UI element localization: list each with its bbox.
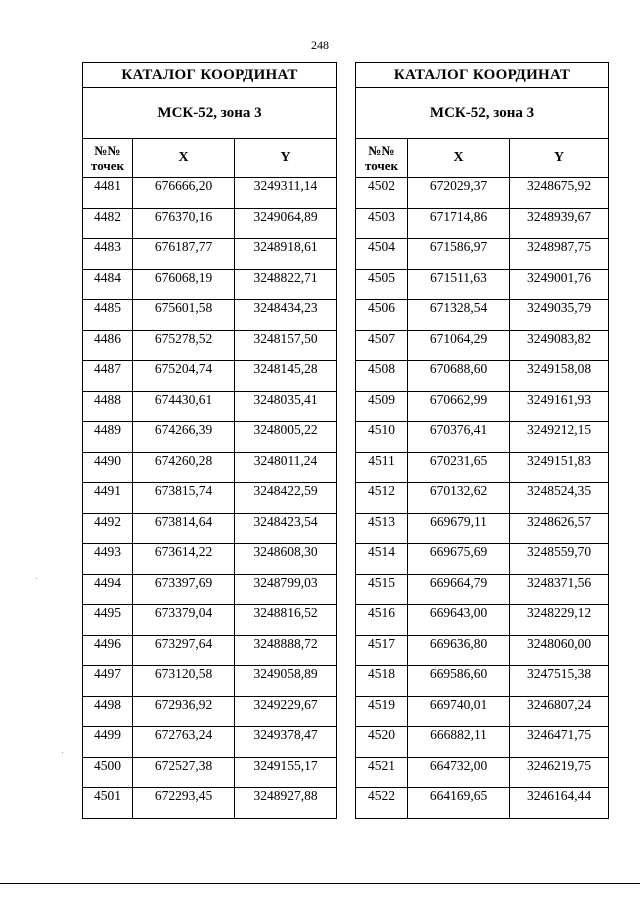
point-number-cell: 4489 (83, 422, 133, 453)
y-coordinate-cell: 3248918,61 (235, 239, 337, 270)
coordinate-catalog-left (82, 62, 337, 819)
point-number-cell: 4496 (83, 635, 133, 666)
table-row (356, 391, 609, 422)
y-coordinate-cell: 3248608,30 (235, 544, 337, 575)
y-coordinate-cell: 3249158,08 (510, 361, 609, 392)
x-coordinate-cell: 671064,29 (408, 330, 510, 361)
point-number-cell: 4501 (83, 788, 133, 819)
table-row (83, 544, 337, 575)
point-number-cell: 4498 (83, 696, 133, 727)
point-number-cell: 4484 (83, 269, 133, 300)
x-coordinate-cell: 673614,22 (133, 544, 235, 575)
y-coordinate-cell: 3248035,41 (235, 391, 337, 422)
point-number-cell: 4490 (83, 452, 133, 483)
y-coordinate-cell: 3249083,82 (510, 330, 609, 361)
point-number-cell: 4511 (356, 452, 408, 483)
num-header-line1: №№ (368, 143, 395, 158)
y-coordinate-cell: 3249311,14 (235, 178, 337, 209)
x-coordinate-cell: 675204,74 (133, 361, 235, 392)
table-row (83, 696, 337, 727)
table-row (83, 513, 337, 544)
x-coordinate-cell: 676068,19 (133, 269, 235, 300)
table-row (356, 544, 609, 575)
y-coordinate-cell: 3248987,75 (510, 239, 609, 270)
table-row (356, 513, 609, 544)
point-number-cell: 4483 (83, 239, 133, 270)
x-coordinate-cell: 669664,79 (408, 574, 510, 605)
table-row (356, 361, 609, 392)
point-number-cell: 4507 (356, 330, 408, 361)
x-coordinate-cell: 672527,38 (133, 757, 235, 788)
point-number-cell: 4514 (356, 544, 408, 575)
point-number-cell: 4515 (356, 574, 408, 605)
y-coordinate-cell: 3249161,93 (510, 391, 609, 422)
point-number-cell: 4486 (83, 330, 133, 361)
y-coordinate-cell: 3248371,56 (510, 574, 609, 605)
point-number-cell: 4513 (356, 513, 408, 544)
point-number-cell: 4520 (356, 727, 408, 758)
table-row (83, 300, 337, 331)
y-coordinate-cell: 3248939,67 (510, 208, 609, 239)
table-row (356, 727, 609, 758)
y-coordinate-cell: 3249151,83 (510, 452, 609, 483)
x-coordinate-cell: 669679,11 (408, 513, 510, 544)
table-row (356, 666, 609, 697)
num-header-line2: точек (365, 158, 398, 173)
point-number-cell: 4502 (356, 178, 408, 209)
y-coordinate-cell: 3246471,75 (510, 727, 609, 758)
y-coordinate-cell: 3249212,15 (510, 422, 609, 453)
x-coordinate-cell: 666882,11 (408, 727, 510, 758)
point-number-cell: 4522 (356, 788, 408, 819)
table-row (356, 757, 609, 788)
y-coordinate-cell: 3248434,23 (235, 300, 337, 331)
y-coordinate-cell: 3248675,92 (510, 178, 609, 209)
column-header-y: Y (510, 139, 609, 178)
table-row (83, 574, 337, 605)
x-coordinate-cell: 676187,77 (133, 239, 235, 270)
catalog-title: КАТАЛОГ КООРДИНАТ (83, 63, 337, 88)
y-coordinate-cell: 3249035,79 (510, 300, 609, 331)
table-row (83, 635, 337, 666)
y-coordinate-cell: 3246219,75 (510, 757, 609, 788)
x-coordinate-cell: 673120,58 (133, 666, 235, 697)
x-coordinate-cell: 675601,58 (133, 300, 235, 331)
y-coordinate-cell: 3249229,67 (235, 696, 337, 727)
point-number-cell: 4488 (83, 391, 133, 422)
y-coordinate-cell: 3249064,89 (235, 208, 337, 239)
table-row (83, 422, 337, 453)
x-coordinate-cell: 672763,24 (133, 727, 235, 758)
x-coordinate-cell: 676666,20 (133, 178, 235, 209)
x-coordinate-cell: 664169,65 (408, 788, 510, 819)
table-row (356, 483, 609, 514)
x-coordinate-cell: 672029,37 (408, 178, 510, 209)
point-number-cell: 4485 (83, 300, 133, 331)
table-row (356, 635, 609, 666)
table-row (83, 391, 337, 422)
point-number-cell: 4506 (356, 300, 408, 331)
point-number-cell: 4521 (356, 757, 408, 788)
point-number-cell: 4500 (83, 757, 133, 788)
y-coordinate-cell: 3248816,52 (235, 605, 337, 636)
x-coordinate-cell: 669675,69 (408, 544, 510, 575)
y-coordinate-cell: 3249001,76 (510, 269, 609, 300)
x-coordinate-cell: 672293,45 (133, 788, 235, 819)
table-row (356, 788, 609, 819)
catalog-subtitle: МСК-52, зона 3 (83, 88, 337, 139)
x-coordinate-cell: 673397,69 (133, 574, 235, 605)
y-coordinate-cell: 3248060,00 (510, 635, 609, 666)
table-row (356, 239, 609, 270)
x-coordinate-cell: 671586,97 (408, 239, 510, 270)
y-coordinate-cell: 3248888,72 (235, 635, 337, 666)
footer-rule (0, 883, 640, 884)
y-coordinate-cell: 3248423,54 (235, 513, 337, 544)
y-coordinate-cell: 3249058,89 (235, 666, 337, 697)
x-coordinate-cell: 671511,63 (408, 269, 510, 300)
x-coordinate-cell: 669586,60 (408, 666, 510, 697)
table-row (356, 452, 609, 483)
y-coordinate-cell: 3247515,38 (510, 666, 609, 697)
coordinate-catalog-right (355, 62, 609, 819)
table-row (83, 269, 337, 300)
x-coordinate-cell: 670662,99 (408, 391, 510, 422)
column-header-x: X (408, 139, 510, 178)
point-number-cell: 4482 (83, 208, 133, 239)
x-coordinate-cell: 670688,60 (408, 361, 510, 392)
table-row (83, 452, 337, 483)
x-coordinate-cell: 674266,39 (133, 422, 235, 453)
y-coordinate-cell: 3249155,17 (235, 757, 337, 788)
x-coordinate-cell: 674260,28 (133, 452, 235, 483)
x-coordinate-cell: 673297,64 (133, 635, 235, 666)
x-coordinate-cell: 676370,16 (133, 208, 235, 239)
point-number-cell: 4512 (356, 483, 408, 514)
y-coordinate-cell: 3248927,88 (235, 788, 337, 819)
catalog-title: КАТАЛОГ КООРДИНАТ (356, 63, 609, 88)
x-coordinate-cell: 671328,54 (408, 300, 510, 331)
column-header-y: Y (235, 139, 337, 178)
x-coordinate-cell: 673379,04 (133, 605, 235, 636)
coordinate-rows-left (83, 178, 337, 819)
x-coordinate-cell: 672936,92 (133, 696, 235, 727)
y-coordinate-cell: 3248799,03 (235, 574, 337, 605)
point-number-cell: 4510 (356, 422, 408, 453)
y-coordinate-cell: 3248011,24 (235, 452, 337, 483)
table-row (356, 574, 609, 605)
y-coordinate-cell: 3246164,44 (510, 788, 609, 819)
table-row (356, 696, 609, 727)
table-row (83, 788, 337, 819)
table-row (356, 178, 609, 209)
point-number-cell: 4497 (83, 666, 133, 697)
table-row (83, 330, 337, 361)
table-row (83, 605, 337, 636)
y-coordinate-cell: 3246807,24 (510, 696, 609, 727)
x-coordinate-cell: 675278,52 (133, 330, 235, 361)
point-number-cell: 4508 (356, 361, 408, 392)
x-coordinate-cell: 669636,80 (408, 635, 510, 666)
point-number-cell: 4505 (356, 269, 408, 300)
num-header-line1: №№ (94, 143, 121, 158)
point-number-cell: 4504 (356, 239, 408, 270)
point-number-cell: 4518 (356, 666, 408, 697)
column-header-point-number (83, 139, 133, 178)
coordinate-rows-right (356, 178, 609, 819)
point-number-cell: 4499 (83, 727, 133, 758)
point-number-cell: 4494 (83, 574, 133, 605)
table-row (356, 330, 609, 361)
x-coordinate-cell: 664732,00 (408, 757, 510, 788)
table-row (83, 727, 337, 758)
x-coordinate-cell: 674430,61 (133, 391, 235, 422)
x-coordinate-cell: 670132,62 (408, 483, 510, 514)
y-coordinate-cell: 3248145,28 (235, 361, 337, 392)
y-coordinate-cell: 3248524,35 (510, 483, 609, 514)
table-row (356, 300, 609, 331)
table-row (356, 422, 609, 453)
point-number-cell: 4516 (356, 605, 408, 636)
point-number-cell: 4519 (356, 696, 408, 727)
table-row (83, 757, 337, 788)
x-coordinate-cell: 673815,74 (133, 483, 235, 514)
table-row (83, 483, 337, 514)
point-number-cell: 4503 (356, 208, 408, 239)
y-coordinate-cell: 3248157,50 (235, 330, 337, 361)
scan-speck (62, 752, 63, 753)
table-row (83, 208, 337, 239)
x-coordinate-cell: 671714,86 (408, 208, 510, 239)
table-row (356, 208, 609, 239)
num-header-line2: точек (91, 158, 124, 173)
point-number-cell: 4481 (83, 178, 133, 209)
y-coordinate-cell: 3249378,47 (235, 727, 337, 758)
table-row (83, 239, 337, 270)
table-row (356, 269, 609, 300)
page-number: 248 (311, 38, 329, 52)
point-number-cell: 4517 (356, 635, 408, 666)
table-row (83, 361, 337, 392)
table-row (356, 605, 609, 636)
x-coordinate-cell: 673814,64 (133, 513, 235, 544)
x-coordinate-cell: 670231,65 (408, 452, 510, 483)
y-coordinate-cell: 3248822,71 (235, 269, 337, 300)
column-header-point-number (356, 139, 408, 178)
scan-speck (36, 578, 37, 579)
point-number-cell: 4493 (83, 544, 133, 575)
column-header-x: X (133, 139, 235, 178)
point-number-cell: 4509 (356, 391, 408, 422)
point-number-cell: 4491 (83, 483, 133, 514)
point-number-cell: 4492 (83, 513, 133, 544)
y-coordinate-cell: 3248559,70 (510, 544, 609, 575)
x-coordinate-cell: 670376,41 (408, 422, 510, 453)
y-coordinate-cell: 3248626,57 (510, 513, 609, 544)
catalog-subtitle: МСК-52, зона 3 (356, 88, 609, 139)
table-row (83, 666, 337, 697)
y-coordinate-cell: 3248422,59 (235, 483, 337, 514)
x-coordinate-cell: 669740,01 (408, 696, 510, 727)
point-number-cell: 4495 (83, 605, 133, 636)
table-row (83, 178, 337, 209)
y-coordinate-cell: 3248229,12 (510, 605, 609, 636)
point-number-cell: 4487 (83, 361, 133, 392)
x-coordinate-cell: 669643,00 (408, 605, 510, 636)
y-coordinate-cell: 3248005,22 (235, 422, 337, 453)
